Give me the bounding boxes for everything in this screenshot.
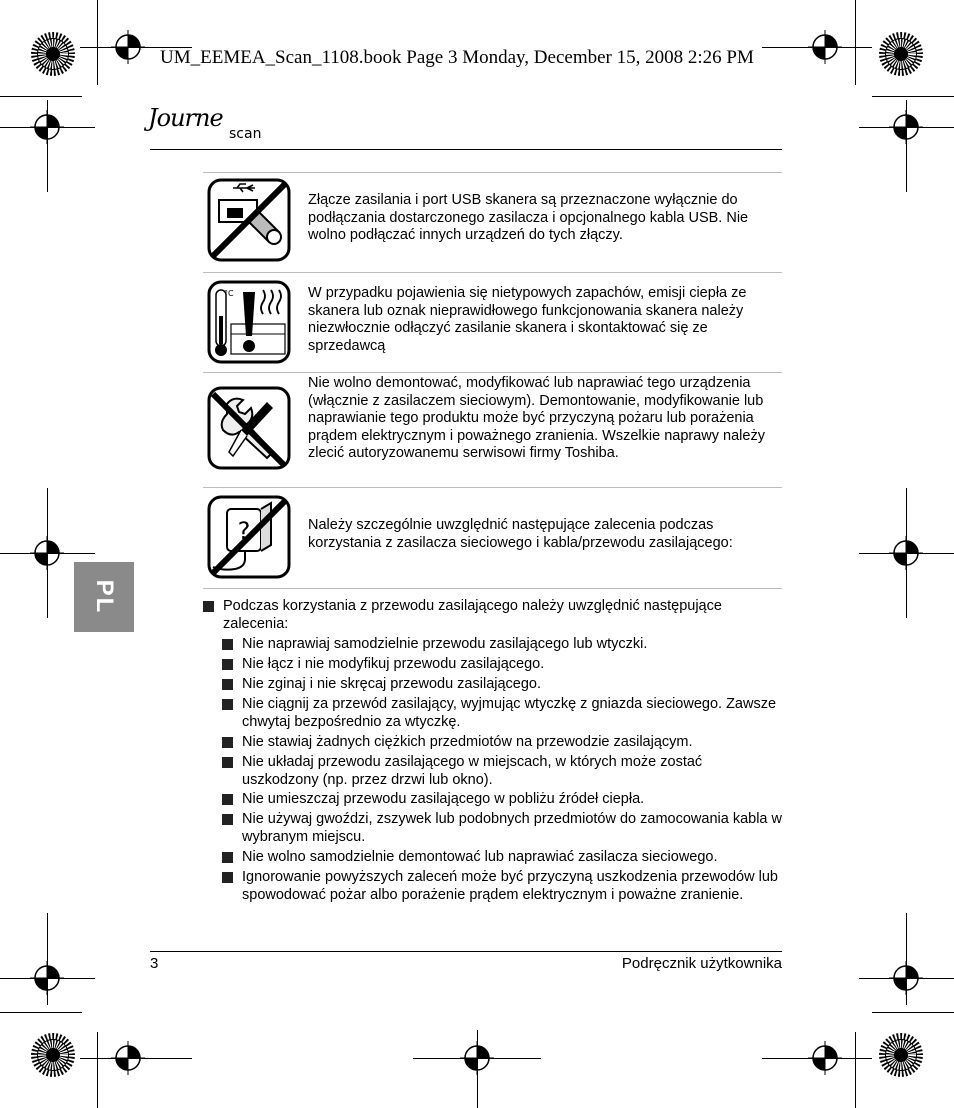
list-item-text: Nie stawiaj żadnych ciężkich przedmiotów na przewodzie zasilającym. [242, 734, 693, 750]
registration-mark-icon [808, 1041, 842, 1075]
warning-row [203, 487, 782, 588]
square-bullet-icon [222, 757, 233, 768]
usb-power-plug-prohibited-icon [207, 178, 291, 262]
list-item-text: Podczas korzystania z przewodu zasilającego należy uwzględnić następujące zalecenia: [223, 598, 722, 632]
heat-smell-exclamation-icon [207, 280, 291, 364]
square-bullet-icon [222, 852, 233, 863]
registration-mark-icon [30, 961, 64, 995]
warning-text: Nie wolno demontować, modyfikować lub naprawiać tego urządzenia (włącznie z zasilaczem sieciowym). Demontowanie, modyfikowanie lub naprawianie tego produktu może być przyczyną pożaru lub porażenia prądem elektrycznym i poważnego zranienia. Wszelkie naprawy należy zlecić autoryzowanemu serwisowi firmy Toshiba. [308, 375, 765, 461]
registration-mark-icon [808, 30, 842, 64]
starburst-mark-icon [878, 1032, 924, 1078]
warning-row [203, 272, 782, 372]
table-bottom-border [203, 588, 782, 589]
language-tab [74, 562, 134, 632]
warning-symbol: ? [237, 517, 251, 545]
page-number: 3 [150, 955, 159, 972]
starburst-mark-icon [878, 31, 924, 77]
registration-mark-icon [460, 1041, 494, 1075]
square-bullet-icon [222, 659, 233, 670]
list-item [222, 656, 782, 674]
list-item [222, 811, 782, 847]
registration-mark-icon [30, 536, 64, 570]
list-item-text: Nie układaj przewodu zasilającego w miejscach, w których może zostać uszkodzony (np. przez drzwi lub okno). [242, 754, 703, 788]
warning-text: W przypadku pojawienia się nietypowych zapachów, emisji ciepła ze skanera lub oznak nieprawidłowego funkcjonowania skanera należy niezwłocznie odłączyć zasilanie skanera i skontaktować się ze sprzedawcą [308, 285, 747, 354]
registration-mark-icon [111, 30, 145, 64]
list-item [222, 754, 782, 790]
square-bullet-icon [222, 699, 233, 710]
list-item [222, 676, 782, 694]
list-item-text: Nie ciągnij za przewód zasilający, wyjmując wtyczkę z gniazda sieciowego. Zawsze chwytaj bezpośrednio za wtyczkę. [242, 696, 777, 730]
warning-symbol: °C [224, 289, 234, 298]
list-item [222, 696, 782, 732]
square-bullet-icon [222, 814, 233, 825]
warning-text: Złącze zasilania i port USB skanera są przeznaczone wyłącznie do podłączania dostarczonego zasilacza i opcjonalnego kabla USB. Nie wolno podłączać innych urządzeń do tych złączy. [308, 192, 749, 243]
registration-mark-icon [889, 536, 923, 570]
list-item-text: Nie umieszczaj przewodu zasilającego w pobliżu źródeł ciepła. [242, 791, 645, 807]
list-item [222, 636, 782, 654]
footer-title: Podręcznik użytkownika [621, 955, 782, 972]
registration-mark-icon [889, 110, 923, 144]
list-item [222, 791, 782, 809]
list-item-text: Ignorowanie powyższych zaleceń może być przyczyną uszkodzenia przewodów lub spowodować pożar albo porażenie prądem elektrycznym i poważne zranienie. [242, 869, 778, 903]
print-header: UM_EEMEA_Scan_1108.book Page 3 Monday, December 15, 2008 2:26 PM [160, 47, 754, 68]
starburst-mark-icon [30, 1032, 76, 1078]
list-item [222, 849, 782, 867]
brand-logo [148, 100, 278, 150]
list-item-text: Nie naprawiaj samodzielnie przewodu zasilającego lub wtyczki. [242, 636, 648, 652]
square-bullet-icon [222, 639, 233, 650]
square-bullet-icon [222, 794, 233, 805]
wrench-screwdriver-prohibited-icon [207, 386, 291, 470]
registration-mark-icon [30, 110, 64, 144]
brand-sub-word: scan [229, 126, 262, 142]
square-bullet-icon [222, 679, 233, 690]
list-item [222, 869, 782, 923]
warning-text: Należy szczególnie uwzględnić następujące zalecenia podczas korzystania z zasilacza sieciowego i kabla/przewodu zasilającego: [308, 517, 733, 551]
warning-row [203, 372, 782, 487]
header-rule [150, 149, 782, 150]
list-item-text: Nie zginaj i nie skręcaj przewodu zasilającego. [242, 676, 542, 692]
list-item [222, 734, 782, 752]
list-item-text: Nie łącz i nie modyfikuj przewodu zasilającego. [242, 656, 545, 672]
warning-row [203, 172, 782, 272]
starburst-mark-icon [30, 31, 76, 77]
square-bullet-icon [203, 601, 214, 612]
adapter-question-prohibited-icon [207, 495, 291, 579]
square-bullet-icon [222, 872, 233, 883]
list-item-text: Nie używaj gwoździ, zszywek lub podobnych przedmiotów do zamocowania kabla w wybranym miejscu. [242, 811, 782, 845]
footer-rule [150, 951, 782, 952]
registration-mark-icon [889, 961, 923, 995]
language-tab-label: PL [91, 579, 118, 615]
registration-mark-icon [111, 1041, 145, 1075]
square-bullet-icon [222, 737, 233, 748]
list-item [203, 598, 783, 634]
brand-script-word: Journe [148, 104, 223, 132]
list-item-text: Nie wolno samodzielnie demontować lub naprawiać zasilacza sieciowego. [242, 849, 718, 865]
